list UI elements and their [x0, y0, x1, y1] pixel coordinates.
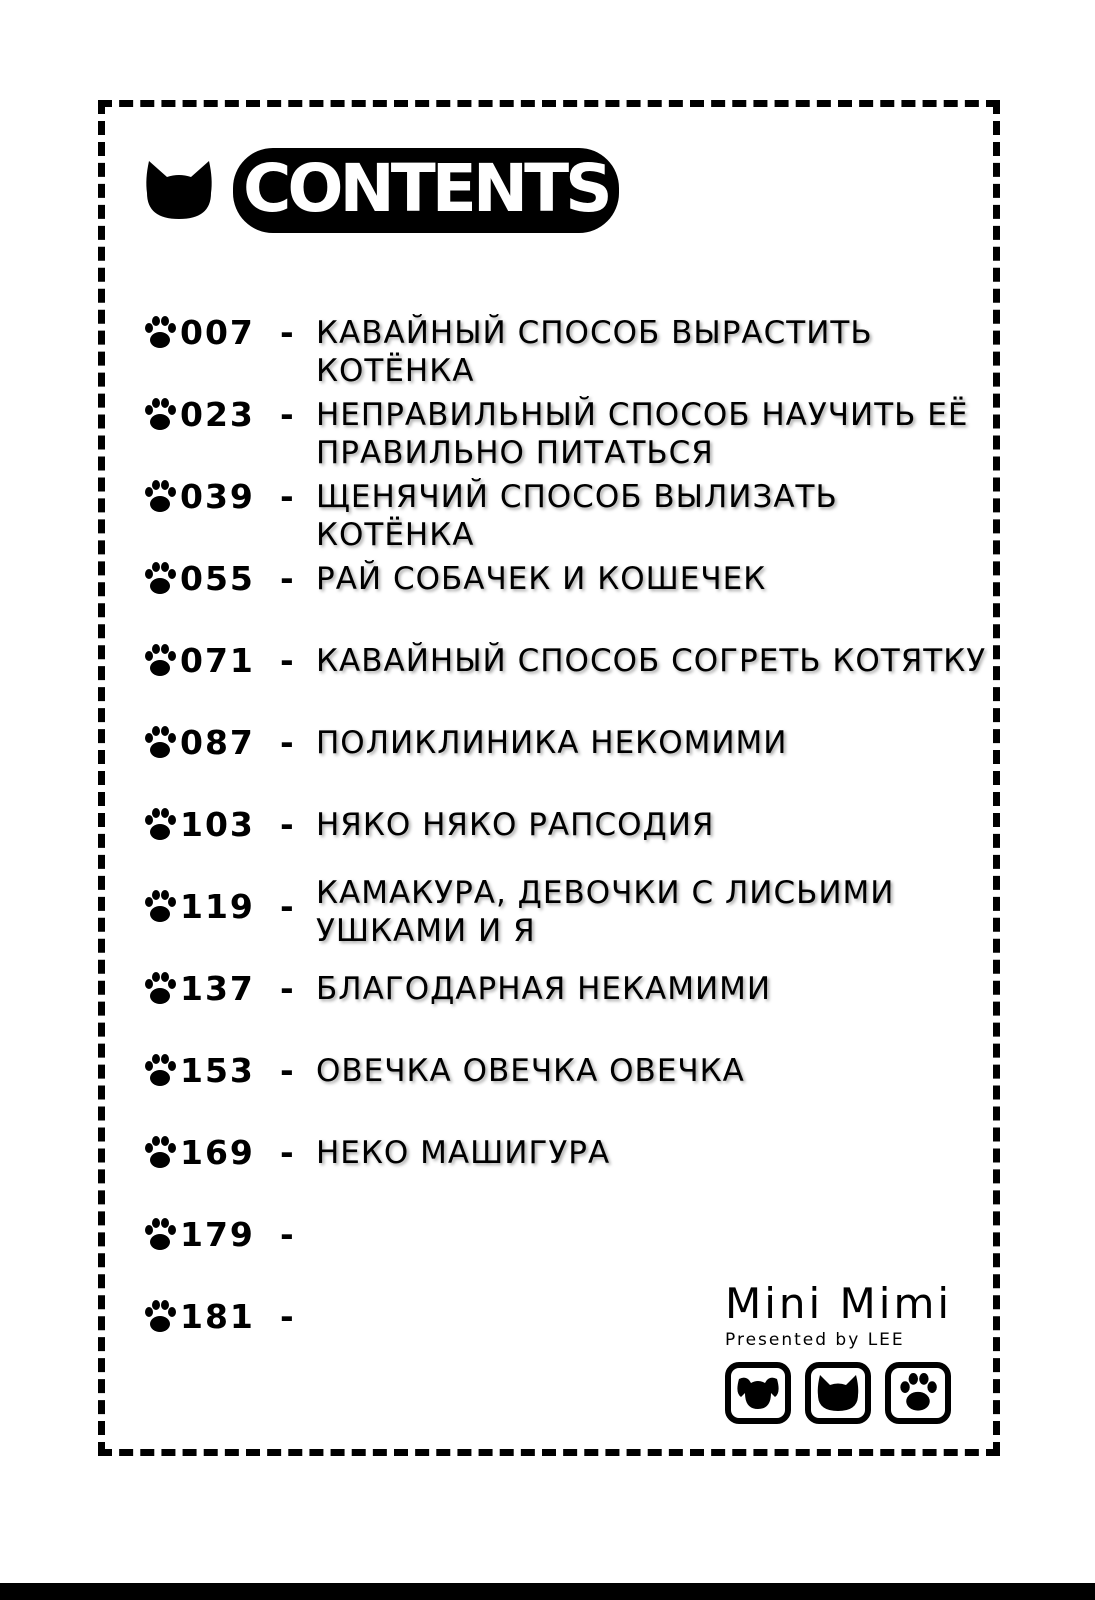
brand-logo [725, 1280, 965, 1424]
paw-icon [142, 562, 178, 596]
page-number: 103 [180, 805, 255, 844]
chapter-title: НЕПРАВИЛЬНЫЙ СПОСОБ НАУЧИТЬ ЕЁ ПРАВИЛЬНО ПИТАТЬСЯ [316, 397, 969, 471]
paw-icon [142, 1054, 178, 1088]
toc-entry[interactable] [142, 560, 766, 598]
chapter-title: ПОЛИКЛИНИКА НЕКОМИМИ [316, 725, 788, 761]
page-number: 039 [180, 477, 255, 516]
page-number: 055 [180, 559, 255, 598]
separator: - [280, 313, 294, 352]
page-number: 087 [180, 723, 255, 762]
separator: - [280, 559, 294, 598]
toc-entry[interactable] [142, 1134, 610, 1172]
paw-icon [142, 316, 178, 350]
paw-icon [142, 480, 178, 514]
page-number: 169 [180, 1133, 255, 1172]
chapter-title: БЛАГОДАРНАЯ НЕКАМИМИ [316, 971, 772, 1007]
page-number: 137 [180, 969, 255, 1008]
page-number: 153 [180, 1051, 255, 1090]
separator: - [280, 641, 294, 680]
separator: - [280, 1133, 294, 1172]
toc-entry[interactable] [142, 724, 787, 762]
toc-entry[interactable] [142, 642, 986, 680]
paw-icon [142, 1300, 178, 1334]
chapter-title: ОВЕЧКА ОВЕЧКА ОВЕЧКА [316, 1053, 745, 1089]
chapter-title: НЯКО НЯКО РАПСОДИЯ [316, 807, 715, 843]
paw-icon [142, 644, 178, 678]
chapter-title: КАВАЙНЫЙ СПОСОБ ВЫРАСТИТЬ КОТЁНКА [316, 315, 873, 389]
paw-icon [142, 1136, 178, 1170]
separator: - [280, 969, 294, 1008]
page-number: 071 [180, 641, 255, 680]
page-number: 181 [180, 1297, 255, 1336]
page-number: 179 [180, 1215, 255, 1254]
paw-icon [142, 972, 178, 1006]
separator: - [280, 477, 294, 516]
toc-entry[interactable] [142, 970, 771, 1008]
bottom-edge-bar [0, 1583, 1095, 1600]
separator: - [280, 1051, 294, 1090]
cat-head-icon [145, 159, 213, 221]
cat-face-icon [816, 1373, 860, 1413]
toc-entry[interactable] [142, 874, 916, 950]
paw-icon [896, 1373, 940, 1413]
page-number: 119 [180, 887, 255, 926]
page-title: CONTENTS [233, 148, 619, 233]
chapter-title: НЕКО МАШИГУРА [316, 1135, 611, 1171]
toc-entry[interactable] [142, 1298, 316, 1336]
toc-entry[interactable] [142, 1052, 745, 1090]
dog-face-icon [735, 1373, 781, 1413]
contents-header [145, 150, 619, 230]
chapter-title: ЩЕНЯЧИЙ СПОСОБ ВЫЛИЗАТЬ КОТЁНКА [316, 479, 838, 553]
dog-badge [725, 1362, 791, 1424]
separator: - [280, 805, 294, 844]
toc-entry[interactable] [142, 314, 996, 390]
chapter-title: КАВАЙНЫЙ СПОСОБ СОГРЕТЬ КОТЯТКУ [316, 643, 987, 679]
separator: - [280, 887, 294, 926]
page-number: 007 [180, 313, 255, 352]
page-number: 023 [180, 395, 255, 434]
separator: - [280, 723, 294, 762]
brand-title: Mini Mimi [725, 1279, 953, 1328]
toc-entry[interactable] [142, 396, 996, 472]
chapter-title: РАЙ СОБАЧЕК И КОШЕЧЕК [316, 561, 767, 597]
paw-badge [885, 1362, 951, 1424]
separator: - [280, 1215, 294, 1254]
toc-entry[interactable] [142, 478, 996, 554]
separator: - [280, 1297, 294, 1336]
paw-icon [142, 726, 178, 760]
paw-icon [142, 890, 178, 924]
brand-subtitle: Presented by LEE [725, 1330, 905, 1350]
cat-badge [805, 1362, 871, 1424]
badge-row [725, 1362, 965, 1424]
toc-entry[interactable] [142, 1216, 316, 1254]
toc-entry[interactable] [142, 806, 714, 844]
paw-icon [142, 1218, 178, 1252]
paw-icon [142, 808, 178, 842]
chapter-title: КАМАКУРА, ДЕВОЧКИ С ЛИСЬИМИ УШКАМИ И Я [316, 875, 895, 949]
paw-icon [142, 398, 178, 432]
separator: - [280, 395, 294, 434]
